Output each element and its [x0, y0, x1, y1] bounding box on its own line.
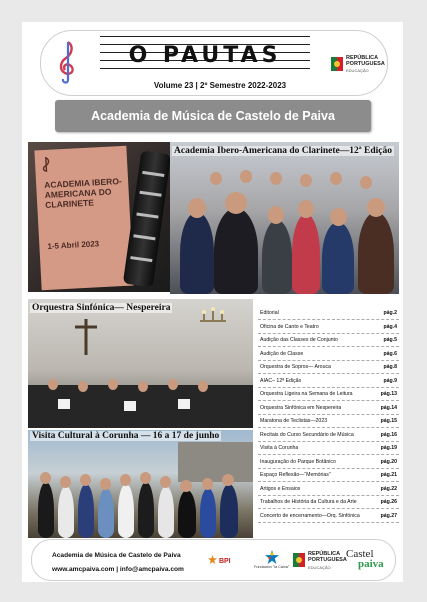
toc-item-page: pág.15 [380, 418, 397, 424]
toc-item[interactable] [258, 361, 399, 374]
toc-item-title: Audição das Classes de Conjunto [260, 337, 338, 343]
toc-item-title: Orquestra de Sopros— Arouca [260, 364, 331, 370]
toc-item-page: pág.13 [380, 391, 397, 397]
rp-footer-sub: EDUCAÇÃO [308, 565, 331, 570]
toc-item[interactable] [258, 375, 399, 388]
toc-item-page: pág.14 [380, 404, 397, 411]
toc-item-title: Orquestra Ligeira na Semana de Leitura [260, 391, 353, 397]
toc-item[interactable] [258, 429, 399, 442]
republica-portuguesa-logo [330, 52, 390, 78]
visit-corunha-photo [28, 430, 253, 538]
rp-footer-text: REPÚBLICA PORTUGUESA [308, 551, 347, 563]
footer-org-name: Academia de Música de Castelo de Paiva [52, 552, 181, 559]
toc-item-title: Visita à Corunha [260, 445, 299, 451]
toc-item-title: Trabalhos de História da Cultura e da Arte [260, 499, 357, 505]
portugal-flag-icon [330, 56, 344, 72]
poster-date: 1-5 Abril 2023 [47, 239, 100, 251]
toc-item-title: Orquestra Sinfónica em Nespereira [260, 404, 342, 411]
toc-item[interactable] [258, 321, 399, 334]
toc-item-page: pág.19 [380, 445, 397, 451]
toc-item-page: pág.16 [380, 431, 397, 438]
toc-item-title: Espaço Reflexão—“Memórias” [260, 472, 331, 478]
toc-item-title: Artigos e Ensaios [260, 485, 301, 492]
toc-item[interactable] [258, 469, 399, 482]
visit-caption: Visita Cultural à Corunha — 16 a 17 de junho [32, 431, 220, 441]
bpi-star-icon [208, 555, 217, 564]
toc-item-page: pág.4 [383, 323, 397, 330]
toc-item[interactable] [258, 483, 399, 496]
lacaixa-text: Fundación "la Caixa" [254, 565, 290, 569]
toc-item-page: pág.26 [380, 499, 397, 505]
toc-item-title: Recitais do Curso Secundário de Música [260, 431, 354, 438]
toc-item-title: AIAC– 12ª Edição [260, 377, 302, 384]
bpi-logo: BPI [208, 555, 231, 565]
toc-item[interactable] [258, 496, 399, 509]
lacaixa-logo [254, 550, 290, 572]
toc-item-page: pág.6 [383, 350, 397, 357]
toc-item[interactable] [258, 334, 399, 347]
orchestra-nespereira-photo [28, 299, 253, 428]
toc-item-title: Inauguração do Parque Botânico [260, 458, 336, 465]
toc-item-page: pág.21 [380, 472, 397, 478]
toc-item[interactable] [258, 402, 399, 415]
chandelier-icon [196, 307, 230, 329]
lacaixa-star-icon [265, 550, 279, 564]
republica-portuguesa-footer-logo [292, 550, 347, 572]
toc-item[interactable] [258, 442, 399, 455]
toc-item-title: Audição de Classe [260, 350, 304, 357]
clarinet-academy-group-photo [170, 142, 399, 294]
newsletter-title: O PAUTAS [128, 43, 282, 68]
rp-logo-text: REPÚBLICA PORTUGUESA [346, 55, 385, 67]
volume-issue: Volume 23 | 2º Semestre 2022-2023 [153, 81, 287, 90]
event-poster [34, 146, 133, 291]
paiva-text: paiva [358, 558, 384, 570]
toc-item-page: pág.2 [383, 310, 397, 316]
footer-contact[interactable]: www.amcpaiva.com | info@amcpaiva.com [52, 566, 184, 573]
clarinet-poster-photo [28, 142, 172, 292]
orchestra-caption: Orquestra Sinfónica— Nespereira [32, 303, 171, 313]
crucifix-icon [72, 317, 100, 357]
toc-item[interactable] [258, 388, 399, 401]
toc-item[interactable] [258, 456, 399, 469]
toc-item-page: pág.20 [380, 458, 397, 465]
poster-title: ACADEMIA IBERO-AMERICANA DO CLARINETE [43, 175, 122, 211]
castel-text: Castel [346, 548, 374, 560]
treble-clef-logo-icon [56, 40, 80, 84]
toc-item-title: Oficina de Canto e Teatro [260, 323, 319, 330]
toc-item-title: Maratona de Teclistas—2023 [260, 418, 328, 424]
toc-item[interactable] [258, 307, 399, 320]
toc-item[interactable] [258, 348, 399, 361]
toc-item-page: pág.22 [380, 485, 397, 492]
portugal-flag-icon [292, 552, 306, 568]
poster-clef-icon [41, 156, 52, 174]
toc-item-page: pág.27 [380, 512, 397, 519]
clarinet-academy-caption: Academia Ibero-Americana do Clarinete—12ª Edição [174, 146, 392, 156]
castelo-de-paiva-logo [344, 548, 398, 574]
toc-item-title: Editorial [260, 310, 279, 316]
toc-item-page: pág.9 [383, 377, 397, 384]
toc-item-page: pág.5 [383, 337, 397, 343]
rp-logo-sub: EDUCAÇÃO [346, 68, 369, 73]
newsletter-cover [22, 22, 403, 582]
toc-item[interactable] [258, 510, 399, 523]
toc-item[interactable] [258, 415, 399, 428]
toc-item-title: Concerto de encerramento—Orq. Sinfónica [260, 512, 360, 519]
toc-item-page: pág.8 [383, 364, 397, 370]
school-banner: Academia de Música de Castelo de Paiva [55, 100, 371, 132]
